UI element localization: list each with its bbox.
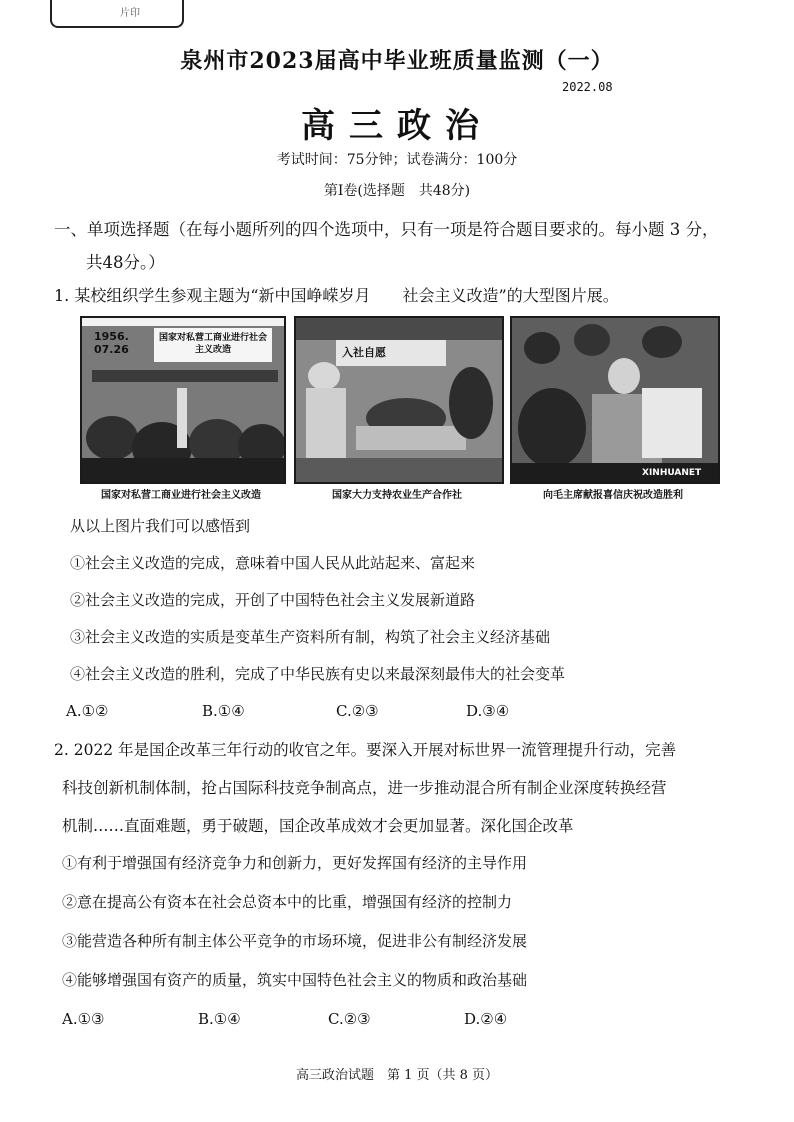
q1-item-4: ④社会主义改造的胜利，完成了中华民族有史以来最深刻最伟大的社会变革	[70, 665, 566, 683]
corner-tag: 片印	[120, 8, 140, 19]
section-line-1: 一、单项选择题（在每小题所列的四个选项中，只有一项是符合题目要求的。每小题 3 分，	[54, 220, 719, 239]
q1-option-d[interactable]: D.③④	[466, 702, 510, 720]
photo-2-banner: 入社自愿	[342, 346, 386, 359]
subject-title: 高三政治	[301, 106, 493, 146]
q1-photo-2	[294, 316, 504, 484]
q1-item-3: ③社会主义改造的实质是变革生产资料所有制，构筑了社会主义经济基础	[70, 628, 551, 646]
photo-3-caption: 向毛主席献报喜信庆祝改造胜利	[543, 490, 683, 501]
q1-option-c[interactable]: C.②③	[336, 702, 379, 720]
exam-info: 考试时间：75分钟；试卷满分：100分	[276, 152, 518, 168]
q2-stem-line-2: 科技创新机制体制，抢占国际科技竞争制高点，进一步推动混合所有制企业深度转换经营	[62, 779, 667, 797]
corner-tag-box	[50, 0, 184, 28]
q2-option-b[interactable]: B.①④	[198, 1010, 241, 1028]
q2-item-3: ③能营造各种所有制主体公平竞争的市场环境，促进非公有制经济发展	[62, 932, 528, 950]
photo-3-watermark: XINHUANET	[642, 468, 702, 478]
volume-heading: 第Ⅰ卷(选择题 共48分)	[323, 183, 471, 199]
photo-2-illustration	[296, 318, 502, 482]
section-line-2: 共48分。）	[86, 253, 165, 272]
photo-1-date-bottom: 07.26	[94, 343, 129, 356]
q1-item-1: ①社会主义改造的完成，意味着中国人民从此站起来、富起来	[70, 554, 476, 572]
photo-1-date-top: 1956.	[94, 330, 129, 343]
q2-stem-line-1: 2. 2022 年是国企改革三年行动的收官之年。要深入开展对标世界一流管理提升行动，完善	[54, 741, 677, 759]
q2-stem-line-3: 机制……直面难题，勇于破题，国企改革成效才会更加显著。深化国企改革	[62, 817, 574, 835]
page-footer: 高三政治试题 第 1 页（共 8 页）	[295, 1068, 499, 1083]
section-instructions	[54, 213, 754, 279]
exam-title: 泉州市2023届高中毕业班质量监测（一）	[180, 48, 614, 74]
photo-1-caption: 国家对私营工商业进行社会主义改造	[101, 490, 261, 501]
q2-item-2: ②意在提高公有资本在社会总资本中的比重，增强国有经济的控制力	[62, 893, 513, 911]
q1-option-b[interactable]: B.①④	[202, 702, 245, 720]
exam-date: 2022.08	[562, 80, 613, 94]
q1-option-a[interactable]: A.①②	[66, 702, 109, 720]
q1-lead: 从以上图片我们可以感悟到	[70, 517, 251, 535]
q1-photo-1	[80, 316, 286, 484]
q2-option-a[interactable]: A.①③	[62, 1010, 105, 1028]
q2-item-1: ①有利于增强国有经济竞争力和创新力，更好发挥国有经济的主导作用	[62, 854, 528, 872]
photo-1-banner: 国家对私营工商业进行社会主义改造	[158, 333, 267, 355]
photo-2-caption: 国家大力支持农业生产合作社	[332, 490, 462, 501]
q1-item-2: ②社会主义改造的完成，开创了中国特色社会主义发展新道路	[70, 591, 476, 609]
q2-item-4: ④能够增强国有资产的质量，筑实中国特色社会主义的物质和政治基础	[62, 971, 528, 989]
q2-option-d[interactable]: D.②④	[464, 1010, 508, 1028]
q1-stem: 1. 某校组织学生参观主题为“新中国峥嵘岁月 社会主义改造”的大型图片展。	[54, 286, 619, 305]
photo-3-illustration	[512, 318, 718, 482]
q2-option-c[interactable]: C.②③	[328, 1010, 371, 1028]
q1-photo-3	[510, 316, 720, 484]
